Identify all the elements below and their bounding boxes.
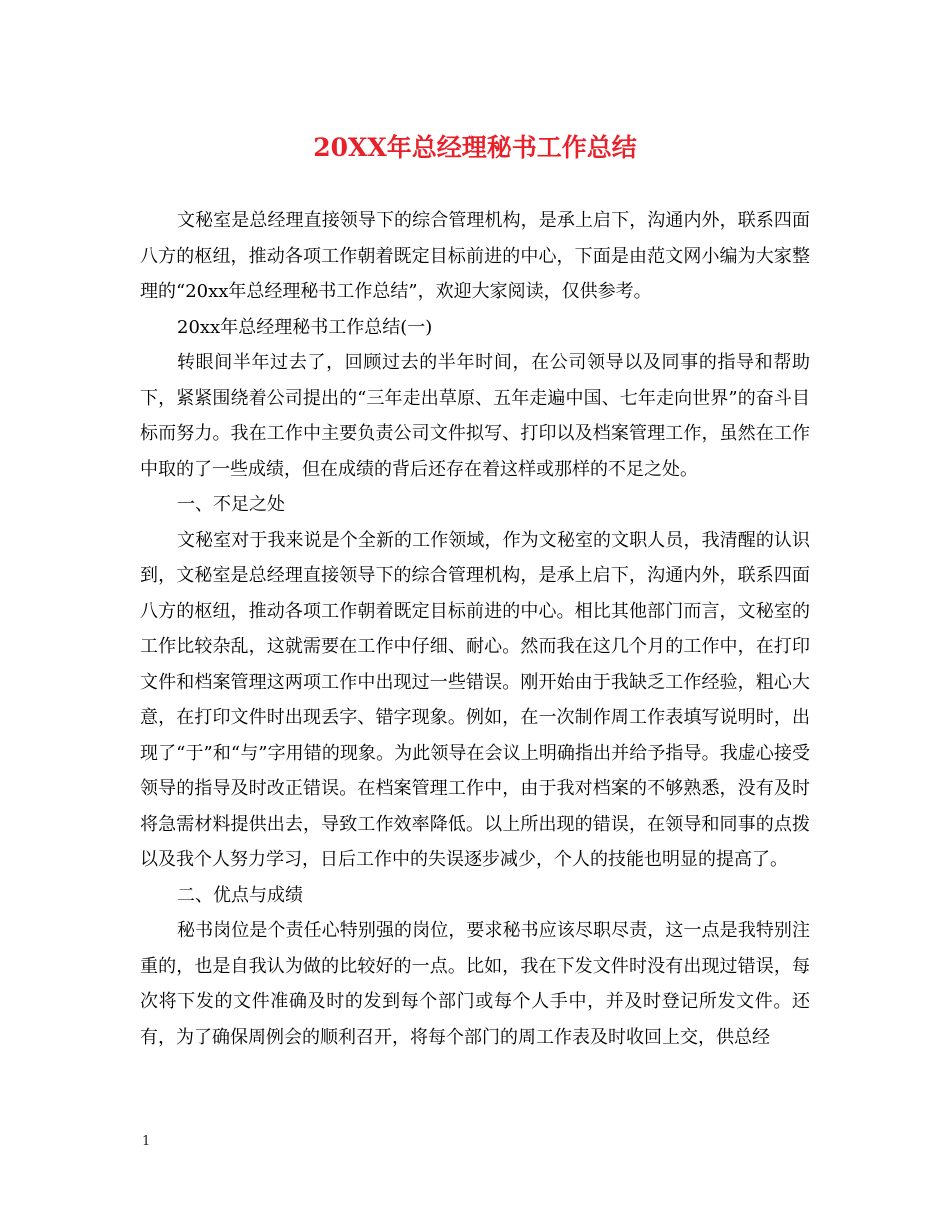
intro-paragraph: 文秘室是总经理直接领导下的综合管理机构，是承上启下，沟通内外，联系四面八方的枢纽，推动各项工作朝着既定目标前进的中心，下面是由范文网小编为大家整理的“20xx年总经理秘书工作总结”，欢迎大家阅读，仅供参考。: [140, 210, 810, 302]
section-heading-shortcomings: 一、不足之处: [177, 494, 285, 515]
section-heading-strengths: 二、优点与成绩: [177, 884, 303, 906]
body-paragraph: 转眼间半年过去了，回顾过去的半年时间，在公司领导以及同事的指导和帮助下，紧紧围绕着公司提出的“三年走出草原、五年走遍中国、七年走向世界”的奋斗目标而努力。我在工作中主要负责公司文件拟写、打印以及档案管理工作，虽然在工作中取的了一些成绩，但在成绩的背后还存在着这样或那样的不足之处。: [140, 352, 810, 480]
page-number: 1: [142, 1134, 151, 1149]
section-heading-summary-1: 20xx年总经理秘书工作总结(一): [177, 316, 433, 338]
document-title: 20XX年总经理秘书工作总结: [313, 133, 637, 162]
body-paragraph: 秘书岗位是个责任心特别强的岗位，要求秘书应该尽职尽责，这一点是我特别注重的，也是自我认为做的比较好的一点。比如，我在下发文件时没有出现过错误，每次将下发的文件准确及时的发到每个部门或每个人手中，并及时登记所发文件。还有，为了确保周例会的顺利召开，将每个部门的周工作表及时收回上交，供总经: [140, 920, 810, 1048]
body-paragraph: 文秘室对于我来说是个全新的工作领域，作为文秘室的文职人员，我清醒的认识到，文秘室是总经理直接领导下的综合管理机构，是承上启下，沟通内外，联系四面八方的枢纽，推动各项工作朝着既定目标前进的中心。相比其他部门而言，文秘室的工作比较杂乱，这就需要在工作中仔细、耐心。然而我在这几个月的工作中，在打印文件和档案管理这两项工作中出现过一些错误。刚开始由于我缺乏工作经验，粗心大意，在打印文件时出现丢字、错字现象。例如，在一次制作周工作表填写说明时，出现了“于”和“与”字用错的现象。为此领导在会议上明确指出并给予指导。我虚心接受领导的指导及时改正错误。在档案管理工作中，由于我对档案的不够熟悉，没有及时将急需材料提供出去，导致工作效率降低。以上所出现的错误，在领导和同事的点拨以及我个人努力学习，日后工作中的失误逐步减少，个人的技能也明显的提高了。: [140, 529, 810, 870]
document-body: [140, 203, 810, 1055]
